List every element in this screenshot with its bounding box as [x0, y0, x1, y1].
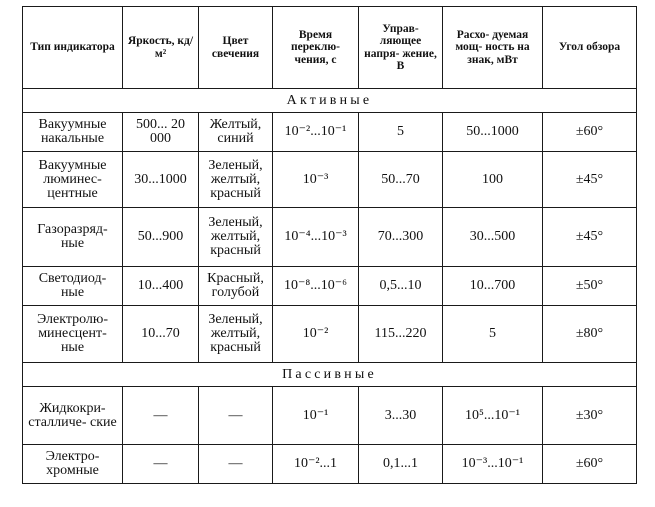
table-cell: 30...1000 — [123, 152, 199, 208]
table-cell: 10...70 — [123, 306, 199, 363]
table-row — [23, 267, 637, 306]
table-cell: ±60° — [543, 445, 637, 484]
table-cell: Зеленый, желтый, красный — [199, 208, 273, 267]
table-cell: ±30° — [543, 387, 637, 445]
table-cell: ±50° — [543, 267, 637, 306]
table-cell: 10⁻⁴...10⁻³ — [273, 208, 359, 267]
document-page — [22, 0, 636, 496]
table-cell: Электролю- минесцент- ные — [23, 306, 123, 363]
table-row — [23, 152, 637, 208]
table-cell: 100 — [443, 152, 543, 208]
table-cell: Желтый, синий — [199, 113, 273, 152]
table-cell: 3...30 — [359, 387, 443, 445]
table-cell: ±45° — [543, 208, 637, 267]
table-row — [23, 208, 637, 267]
table-cell: 500... 20 000 — [123, 113, 199, 152]
table-cell: ±80° — [543, 306, 637, 363]
header-cell: Тип индикатора — [23, 7, 123, 89]
header-cell: Цвет свечения — [199, 7, 273, 89]
section-row-active — [23, 89, 637, 113]
table-cell: 50...1000 — [443, 113, 543, 152]
table-cell: 115...220 — [359, 306, 443, 363]
table-cell: 10⁻² — [273, 306, 359, 363]
header-cell: Расхо- дуемая мощ- ность на знак, мВт — [443, 7, 543, 89]
table-cell: 0,1...1 — [359, 445, 443, 484]
table-cell: 10⁵...10⁻¹ — [443, 387, 543, 445]
table-cell: 10⁻³...10⁻¹ — [443, 445, 543, 484]
table-cell: Газоразряд- ные — [23, 208, 123, 267]
table-row — [23, 113, 637, 152]
section-label: Пассивные — [23, 363, 637, 387]
table-cell: ±60° — [543, 113, 637, 152]
table-cell: 10...700 — [443, 267, 543, 306]
table-cell: 10⁻²...10⁻¹ — [273, 113, 359, 152]
table-row — [23, 387, 637, 445]
table-cell: Вакуумные накальные — [23, 113, 123, 152]
table-cell: Светодиод- ные — [23, 267, 123, 306]
table-cell: 10⁻¹ — [273, 387, 359, 445]
header-cell: Угол обзора — [543, 7, 637, 89]
table-cell: — — [123, 445, 199, 484]
table-cell: 30...500 — [443, 208, 543, 267]
table-cell: Красный, голубой — [199, 267, 273, 306]
section-row-passive — [23, 363, 637, 387]
header-row — [23, 7, 637, 89]
section-label: Активные — [23, 89, 637, 113]
header-cell: Время переклю- чения, с — [273, 7, 359, 89]
table-cell: 0,5...10 — [359, 267, 443, 306]
table-cell: 50...70 — [359, 152, 443, 208]
table-cell: — — [199, 387, 273, 445]
table-row — [23, 445, 637, 484]
table-cell: 50...900 — [123, 208, 199, 267]
table-cell: 5 — [359, 113, 443, 152]
table-cell: Вакуумные люминес- центные — [23, 152, 123, 208]
table-cell: — — [123, 387, 199, 445]
table-cell: 10...400 — [123, 267, 199, 306]
table-cell: Зеленый, желтый, красный — [199, 152, 273, 208]
table-cell: Жидкокри- сталличе- ские — [23, 387, 123, 445]
indicator-specs-table — [22, 6, 637, 484]
table-cell: Электро- хромные — [23, 445, 123, 484]
table-cell: 10⁻³ — [273, 152, 359, 208]
table-cell: 5 — [443, 306, 543, 363]
table-cell: — — [199, 445, 273, 484]
header-cell: Управ- ляющее напря- жение, В — [359, 7, 443, 89]
header-cell: Яркость, кд/м² — [123, 7, 199, 89]
table-cell: 10⁻⁸...10⁻⁶ — [273, 267, 359, 306]
table-cell: 70...300 — [359, 208, 443, 267]
table-cell: ±45° — [543, 152, 637, 208]
table-cell: 10⁻²...1 — [273, 445, 359, 484]
table-cell: Зеленый, желтый, красный — [199, 306, 273, 363]
table-row — [23, 306, 637, 363]
